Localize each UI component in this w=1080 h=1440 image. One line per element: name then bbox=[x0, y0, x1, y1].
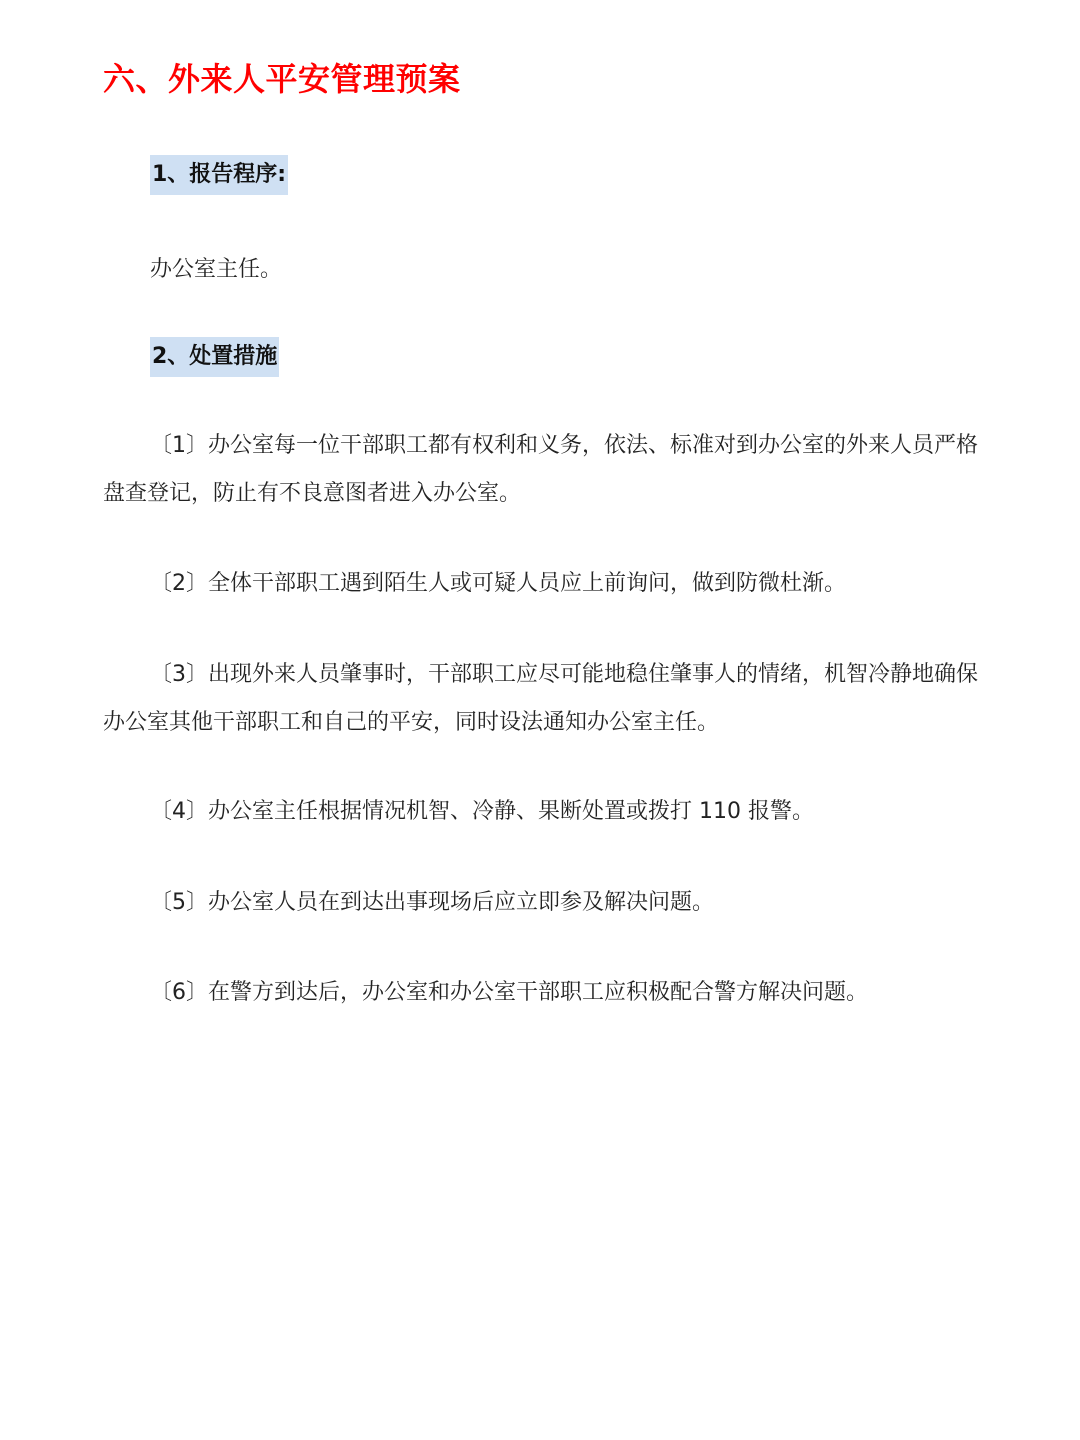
report-procedure-body: 办公室主任。 bbox=[150, 257, 283, 282]
section-heading-report-procedure: 1、报告程序: bbox=[150, 155, 288, 195]
measure-item-3: 〔3〕出现外来人员肇事时，干部职工应尽可能地稳住肇事人的情绪，机智冷静地确保办公室其他干部职工和自己的平安，同时设法通知办公室主任。 bbox=[103, 662, 978, 735]
measure-item-6: 〔6〕在警方到达后，办公室和办公室干部职工应积极配合警方解决问题。 bbox=[150, 980, 868, 1005]
measure-item-2: 〔2〕全体干部职工遇到陌生人或可疑人员应上前询问，做到防微杜渐。 bbox=[150, 571, 846, 596]
measure-item-5: 〔5〕办公室人员在到达出事现场后应立即参及解决问题。 bbox=[150, 890, 714, 915]
measure-item-1: 〔1〕办公室每一位干部职工都有权利和义务，依法、标准对到办公室的外来人员严格盘查登记，防止有不良意图者进入办公室。 bbox=[103, 433, 978, 506]
section-heading-disposal-measures: 2、处置措施 bbox=[150, 337, 279, 377]
measure-item-4: 〔4〕办公室主任根据情况机智、冷静、果断处置或拨打 110 报警。 bbox=[150, 799, 814, 824]
document-title: 六、外来人平安管理预案 bbox=[103, 60, 461, 98]
